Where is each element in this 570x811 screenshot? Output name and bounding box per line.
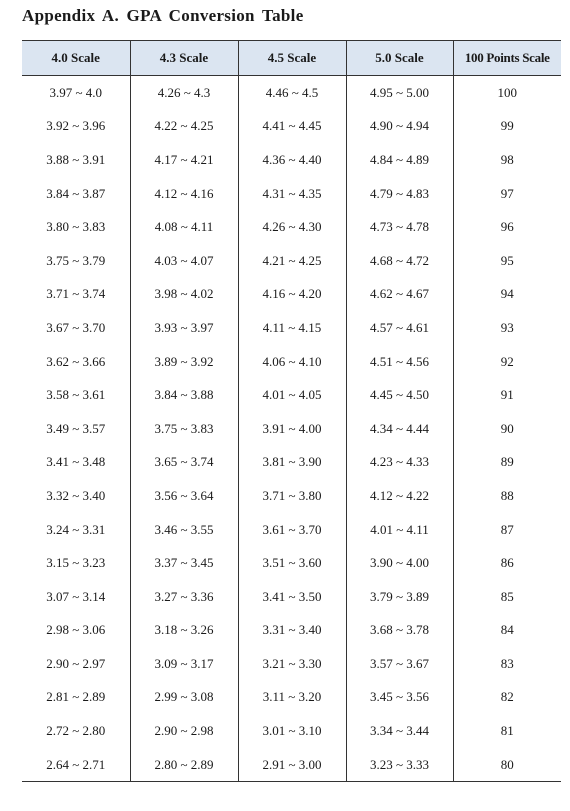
table-cell-4-3-scale: 3.65 ~ 3.74 <box>130 446 238 480</box>
table-cell-5-0-scale: 4.68 ~ 4.72 <box>346 244 453 278</box>
table-cell-100-points-scale: 89 <box>453 446 561 480</box>
column-header-5-0-scale: 5.0 Scale <box>346 41 453 76</box>
table-cell-4-3-scale: 3.89 ~ 3.92 <box>130 345 238 379</box>
table-cell-4-3-scale: 2.90 ~ 2.98 <box>130 714 238 748</box>
table-cell-5-0-scale: 4.12 ~ 4.22 <box>346 479 453 513</box>
table-cell-5-0-scale: 3.90 ~ 4.00 <box>346 546 453 580</box>
table-cell-5-0-scale: 4.95 ~ 5.00 <box>346 76 453 110</box>
table-cell-4-3-scale: 3.27 ~ 3.36 <box>130 580 238 614</box>
table-cell-4-0-scale: 2.98 ~ 3.06 <box>22 614 130 648</box>
table-row <box>22 278 561 312</box>
table-cell-4-5-scale: 3.91 ~ 4.00 <box>238 412 346 446</box>
table-cell-5-0-scale: 4.51 ~ 4.56 <box>346 345 453 379</box>
table-cell-4-0-scale: 3.88 ~ 3.91 <box>22 143 130 177</box>
table-row <box>22 614 561 648</box>
table-row <box>22 580 561 614</box>
table-row <box>22 378 561 412</box>
table-cell-5-0-scale: 3.68 ~ 3.78 <box>346 614 453 648</box>
table-row <box>22 311 561 345</box>
table-row <box>22 647 561 681</box>
table-row <box>22 714 561 748</box>
table-cell-100-points-scale: 90 <box>453 412 561 446</box>
column-header-4-0-scale: 4.0 Scale <box>22 41 130 76</box>
table-row <box>22 110 561 144</box>
table-row <box>22 210 561 244</box>
table-cell-4-3-scale: 3.84 ~ 3.88 <box>130 378 238 412</box>
table-cell-4-0-scale: 3.58 ~ 3.61 <box>22 378 130 412</box>
table-cell-100-points-scale: 83 <box>453 647 561 681</box>
table-cell-4-5-scale: 2.91 ~ 3.00 <box>238 748 346 782</box>
table-cell-4-5-scale: 4.11 ~ 4.15 <box>238 311 346 345</box>
table-cell-4-5-scale: 4.06 ~ 4.10 <box>238 345 346 379</box>
table-row <box>22 76 561 110</box>
table-cell-4-5-scale: 4.16 ~ 4.20 <box>238 278 346 312</box>
table-cell-4-3-scale: 3.56 ~ 3.64 <box>130 479 238 513</box>
table-row <box>22 546 561 580</box>
table-row <box>22 513 561 547</box>
table-cell-4-5-scale: 4.36 ~ 4.40 <box>238 143 346 177</box>
table-cell-100-points-scale: 96 <box>453 210 561 244</box>
table-cell-4-0-scale: 3.15 ~ 3.23 <box>22 546 130 580</box>
table-cell-5-0-scale: 4.01 ~ 4.11 <box>346 513 453 547</box>
table-cell-4-5-scale: 3.41 ~ 3.50 <box>238 580 346 614</box>
table-row <box>22 479 561 513</box>
table-cell-4-5-scale: 3.31 ~ 3.40 <box>238 614 346 648</box>
table-cell-4-3-scale: 2.99 ~ 3.08 <box>130 681 238 715</box>
table-row <box>22 681 561 715</box>
table-cell-4-5-scale: 3.11 ~ 3.20 <box>238 681 346 715</box>
table-cell-4-0-scale: 3.71 ~ 3.74 <box>22 278 130 312</box>
table-cell-5-0-scale: 4.34 ~ 4.44 <box>346 412 453 446</box>
table-cell-4-3-scale: 3.98 ~ 4.02 <box>130 278 238 312</box>
table-cell-4-0-scale: 3.67 ~ 3.70 <box>22 311 130 345</box>
table-cell-5-0-scale: 4.23 ~ 4.33 <box>346 446 453 480</box>
table-cell-4-0-scale: 2.72 ~ 2.80 <box>22 714 130 748</box>
table-cell-5-0-scale: 4.73 ~ 4.78 <box>346 210 453 244</box>
table-cell-4-0-scale: 2.64 ~ 2.71 <box>22 748 130 782</box>
table-cell-4-5-scale: 4.41 ~ 4.45 <box>238 110 346 144</box>
table-cell-4-3-scale: 4.03 ~ 4.07 <box>130 244 238 278</box>
table-cell-100-points-scale: 87 <box>453 513 561 547</box>
table-cell-100-points-scale: 85 <box>453 580 561 614</box>
table-cell-100-points-scale: 86 <box>453 546 561 580</box>
table-cell-100-points-scale: 81 <box>453 714 561 748</box>
table-cell-100-points-scale: 100 <box>453 76 561 110</box>
table-cell-5-0-scale: 4.57 ~ 4.61 <box>346 311 453 345</box>
table-cell-5-0-scale: 3.45 ~ 3.56 <box>346 681 453 715</box>
table-cell-4-0-scale: 3.62 ~ 3.66 <box>22 345 130 379</box>
table-cell-4-0-scale: 3.75 ~ 3.79 <box>22 244 130 278</box>
gpa-conversion-table <box>22 40 561 782</box>
table-cell-4-3-scale: 4.26 ~ 4.3 <box>130 76 238 110</box>
table-header-row <box>22 41 561 76</box>
table-cell-4-0-scale: 3.41 ~ 3.48 <box>22 446 130 480</box>
table-cell-5-0-scale: 3.23 ~ 3.33 <box>346 748 453 782</box>
table-cell-4-3-scale: 3.37 ~ 3.45 <box>130 546 238 580</box>
table-cell-4-3-scale: 2.80 ~ 2.89 <box>130 748 238 782</box>
table-cell-4-0-scale: 3.32 ~ 3.40 <box>22 479 130 513</box>
table-cell-5-0-scale: 4.79 ~ 4.83 <box>346 177 453 211</box>
table-cell-4-5-scale: 3.01 ~ 3.10 <box>238 714 346 748</box>
table-cell-100-points-scale: 82 <box>453 681 561 715</box>
table-row <box>22 177 561 211</box>
table-cell-5-0-scale: 4.45 ~ 4.50 <box>346 378 453 412</box>
table-cell-100-points-scale: 80 <box>453 748 561 782</box>
table-row <box>22 143 561 177</box>
table-cell-4-0-scale: 3.07 ~ 3.14 <box>22 580 130 614</box>
table-cell-4-5-scale: 4.46 ~ 4.5 <box>238 76 346 110</box>
column-header-4-5-scale: 4.5 Scale <box>238 41 346 76</box>
table-cell-4-0-scale: 3.92 ~ 3.96 <box>22 110 130 144</box>
table-row <box>22 412 561 446</box>
table-cell-4-3-scale: 3.46 ~ 3.55 <box>130 513 238 547</box>
page-title: Appendix A. GPA Conversion Table <box>22 6 304 25</box>
table-cell-100-points-scale: 88 <box>453 479 561 513</box>
table-cell-4-0-scale: 3.24 ~ 3.31 <box>22 513 130 547</box>
table-cell-4-3-scale: 3.93 ~ 3.97 <box>130 311 238 345</box>
table-cell-4-3-scale: 4.17 ~ 4.21 <box>130 143 238 177</box>
table-cell-4-5-scale: 3.61 ~ 3.70 <box>238 513 346 547</box>
table-cell-100-points-scale: 91 <box>453 378 561 412</box>
table-cell-5-0-scale: 4.84 ~ 4.89 <box>346 143 453 177</box>
table-row <box>22 345 561 379</box>
table-cell-5-0-scale: 3.79 ~ 3.89 <box>346 580 453 614</box>
column-header-100-points-scale: 100 Points Scale <box>453 41 561 76</box>
column-header-4-3-scale: 4.3 Scale <box>130 41 238 76</box>
table-cell-4-3-scale: 3.09 ~ 3.17 <box>130 647 238 681</box>
table-cell-4-0-scale: 2.90 ~ 2.97 <box>22 647 130 681</box>
table-cell-100-points-scale: 92 <box>453 345 561 379</box>
table-cell-100-points-scale: 93 <box>453 311 561 345</box>
table-cell-4-0-scale: 3.84 ~ 3.87 <box>22 177 130 211</box>
table-cell-100-points-scale: 94 <box>453 278 561 312</box>
table-cell-4-5-scale: 4.01 ~ 4.05 <box>238 378 346 412</box>
table-cell-4-3-scale: 4.08 ~ 4.11 <box>130 210 238 244</box>
table-cell-4-3-scale: 3.18 ~ 3.26 <box>130 614 238 648</box>
table-cell-4-3-scale: 3.75 ~ 3.83 <box>130 412 238 446</box>
table-cell-4-5-scale: 3.71 ~ 3.80 <box>238 479 346 513</box>
table-cell-100-points-scale: 97 <box>453 177 561 211</box>
table-row <box>22 446 561 480</box>
table-cell-4-5-scale: 3.51 ~ 3.60 <box>238 546 346 580</box>
table-cell-4-0-scale: 3.97 ~ 4.0 <box>22 76 130 110</box>
table-cell-4-0-scale: 2.81 ~ 2.89 <box>22 681 130 715</box>
table-cell-4-5-scale: 4.26 ~ 4.30 <box>238 210 346 244</box>
table-cell-4-0-scale: 3.80 ~ 3.83 <box>22 210 130 244</box>
table-row <box>22 748 561 782</box>
table-cell-100-points-scale: 98 <box>453 143 561 177</box>
table-cell-4-3-scale: 4.12 ~ 4.16 <box>130 177 238 211</box>
table-row <box>22 244 561 278</box>
table-cell-4-5-scale: 3.81 ~ 3.90 <box>238 446 346 480</box>
table-body <box>22 76 561 782</box>
table-cell-4-3-scale: 4.22 ~ 4.25 <box>130 110 238 144</box>
table-cell-100-points-scale: 99 <box>453 110 561 144</box>
table-cell-5-0-scale: 3.34 ~ 3.44 <box>346 714 453 748</box>
table-cell-100-points-scale: 95 <box>453 244 561 278</box>
table-cell-5-0-scale: 3.57 ~ 3.67 <box>346 647 453 681</box>
table-cell-4-5-scale: 3.21 ~ 3.30 <box>238 647 346 681</box>
table-cell-5-0-scale: 4.90 ~ 4.94 <box>346 110 453 144</box>
table-cell-100-points-scale: 84 <box>453 614 561 648</box>
table-cell-4-0-scale: 3.49 ~ 3.57 <box>22 412 130 446</box>
table-cell-4-5-scale: 4.31 ~ 4.35 <box>238 177 346 211</box>
table-cell-5-0-scale: 4.62 ~ 4.67 <box>346 278 453 312</box>
table-cell-4-5-scale: 4.21 ~ 4.25 <box>238 244 346 278</box>
